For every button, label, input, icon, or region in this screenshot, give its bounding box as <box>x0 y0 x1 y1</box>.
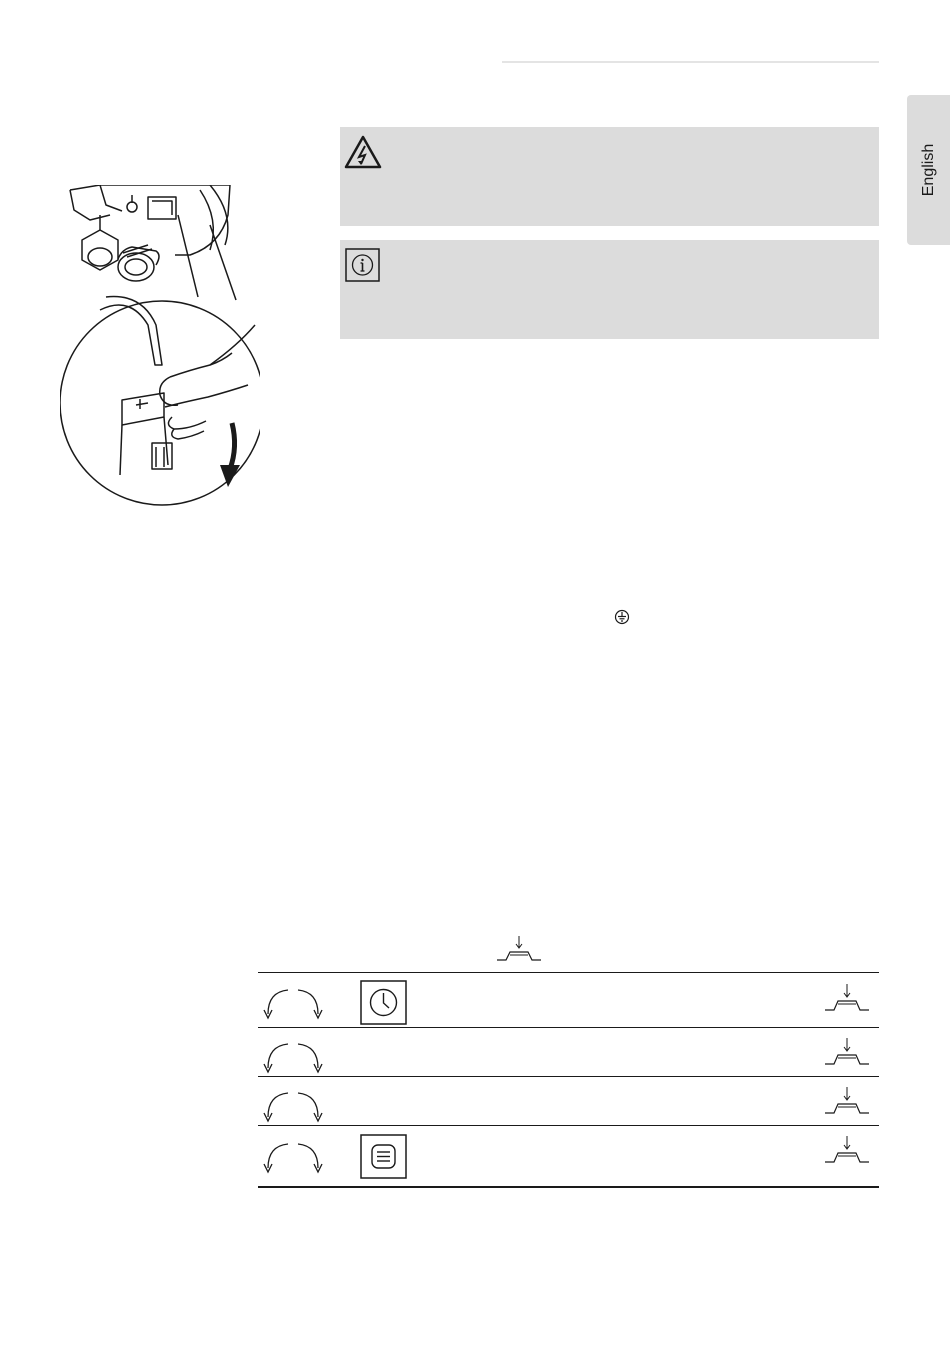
steps-table-bottom-rule <box>258 1186 879 1188</box>
steps-table-top-rule <box>258 972 879 973</box>
rotate-knob-icon <box>262 1136 324 1178</box>
press-button-icon <box>496 936 542 962</box>
header-rule <box>502 61 879 63</box>
info-notice <box>340 240 879 339</box>
rotate-knob-icon <box>262 1036 324 1078</box>
electrical-hazard-icon <box>344 134 382 170</box>
steps-table-row-rule <box>258 1125 879 1126</box>
press-button-icon <box>824 1038 870 1066</box>
language-tab[interactable] <box>907 95 950 245</box>
warning-notice <box>340 127 879 226</box>
press-button-icon <box>824 1087 870 1115</box>
protective-earth-icon <box>614 609 630 625</box>
press-button-icon <box>824 984 870 1012</box>
rotate-knob-icon <box>262 1085 324 1127</box>
terminal-connection-illustration <box>60 185 260 515</box>
list-menu-icon <box>360 1134 408 1180</box>
clock-menu-icon <box>360 980 408 1026</box>
language-tab-label: English <box>919 143 937 197</box>
steps-table-row-rule <box>258 1027 879 1028</box>
steps-table-row-rule <box>258 1076 879 1077</box>
rotate-knob-icon <box>262 982 324 1024</box>
information-icon <box>344 247 382 285</box>
press-button-icon <box>824 1136 870 1164</box>
